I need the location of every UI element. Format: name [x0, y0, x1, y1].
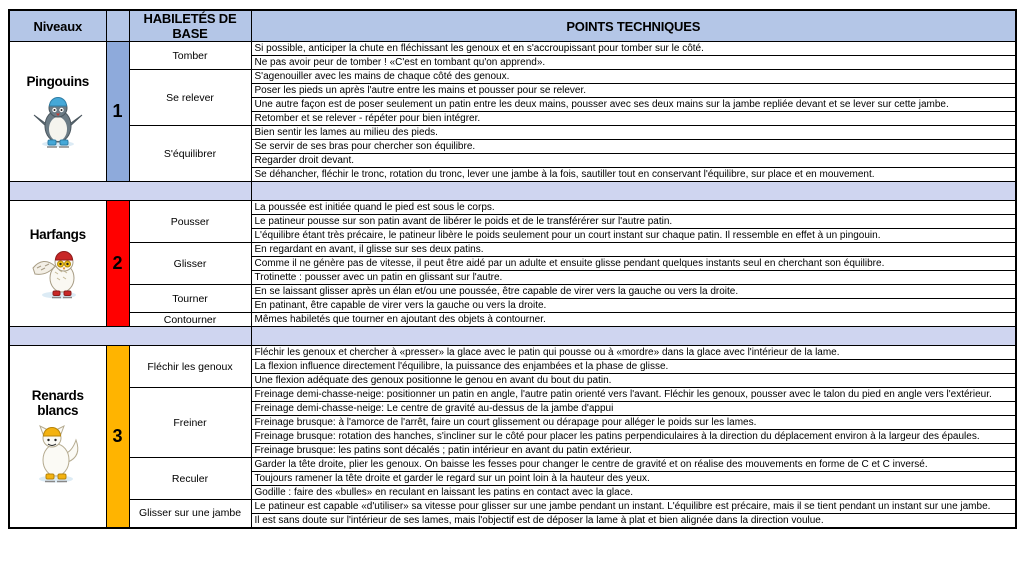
- points-row: [9, 70, 1016, 84]
- spacer-row: [9, 327, 1016, 346]
- technical-point: Freinage demi-chasse-neige: Le centre de gravité au-dessus de la jambe d'appui: [251, 402, 1016, 416]
- technical-point: Le patineur pousse sur son patin avant de libérer le poids et de le transférérer sur l'autre patin.: [251, 215, 1016, 229]
- points-row: [9, 201, 1016, 215]
- skill-label: Se relever: [129, 70, 251, 126]
- technical-point: En patinant, être capable de virer vers la gauche ou vers la droite.: [251, 299, 1016, 313]
- technical-point: Retomber et se relever - répéter pour bien intégrer.: [251, 112, 1016, 126]
- skill-label: Glisser sur une jambe: [129, 500, 251, 528]
- technical-point: Fléchir les genoux et chercher à «presser» la glace avec le patin qui pousse ou à «mordre» dans la glace avec l'intérieur de la lame.: [251, 346, 1016, 360]
- header-habiletes: HABILETÉS DE BASE: [129, 10, 251, 42]
- skill-label: Freiner: [129, 388, 251, 458]
- level-number-badge: 2: [106, 201, 129, 327]
- white-fox-mascot-image: [12, 422, 104, 484]
- level-name: Pingouins: [26, 74, 90, 89]
- level-number-badge: 3: [106, 346, 129, 528]
- skill-label: Pousser: [129, 201, 251, 243]
- penguin-mascot-image: [12, 93, 104, 149]
- skill-label: Glisser: [129, 243, 251, 285]
- skill-label: Contourner: [129, 313, 251, 327]
- technical-point: Poser les pieds un après l'autre entre les mains et pousser pour se relever.: [251, 84, 1016, 98]
- technical-point: Freinage brusque: à l'amorce de l'arrêt, faire un court glissement ou dérapage pour alléger le poids sur les lames.: [251, 416, 1016, 430]
- spacer-right-cell: [251, 327, 1016, 346]
- skills-table-body: [9, 42, 1016, 528]
- technical-point: Mêmes habiletés que tourner en ajoutant des objets à contourner.: [251, 313, 1016, 327]
- level-cell-harfangs: [9, 201, 106, 327]
- snowy-owl-mascot-image: [12, 246, 104, 300]
- level-number-badge: 1: [106, 42, 129, 182]
- technical-point: Trotinette : pousser avec un patin en glissant sur l'autre.: [251, 271, 1016, 285]
- technical-point: L'équilibre étant très précaire, le patineur libère le poids seulement pour un court instant sur chaque patin. Il ressemble en effet à un pingouin.: [251, 229, 1016, 243]
- technical-point: En regardant en avant, il glisse sur ses deux patins.: [251, 243, 1016, 257]
- points-row: [9, 388, 1016, 402]
- spacer-left-cell: [9, 182, 251, 201]
- points-row: [9, 313, 1016, 327]
- points-row: [9, 346, 1016, 360]
- technical-point: La flexion influence directement l'équilibre, la puissance des enjambées et la phase de glisse.: [251, 360, 1016, 374]
- technical-point: Freinage demi-chasse-neige: positionner un patin en angle, l'autre patin orienté vers l'avant. Fléchir les genoux, pousser avec le talon du pied en angle vers l'extérieur.: [251, 388, 1016, 402]
- technical-point: Regarder droit devant.: [251, 154, 1016, 168]
- points-row: [9, 243, 1016, 257]
- technical-point: S'agenouiller avec les mains de chaque côté des genoux.: [251, 70, 1016, 84]
- technical-point: Le patineur est capable «d'utiliser» sa vitesse pour glisser sur une jambe pendant un instant. L'équilibre est précaire, mais il se tient pendant un instant sur une jambe.: [251, 500, 1016, 514]
- technical-point: Toujours ramener la tête droite et garder le regard sur un point loin à la hauteur des yeux.: [251, 472, 1016, 486]
- technical-point: Se servir de ses bras pour chercher son équilibre.: [251, 140, 1016, 154]
- skill-label: S'équilibrer: [129, 126, 251, 182]
- header-level-number: [106, 10, 129, 42]
- skill-label: Fléchir les genoux: [129, 346, 251, 388]
- points-row: [9, 42, 1016, 56]
- technical-point: Freinage brusque: les patins sont décalés ; patin intérieur en avant du patin extérieur.: [251, 444, 1016, 458]
- skill-label: Tourner: [129, 285, 251, 313]
- level-name: Renards blancs: [31, 388, 84, 419]
- header-row: [9, 10, 1016, 42]
- technical-point: Garder la tête droite, plier les genoux. On baisse les fesses pour changer le centre de gravité et on réalise des mouvements en forme de C et C inversé.: [251, 458, 1016, 472]
- technical-point: Une flexion adéquate des genoux positionne le genou en avant du bout du patin.: [251, 374, 1016, 388]
- spacer-row: [9, 182, 1016, 201]
- technical-point: Freinage brusque: rotation des hanches, s'incliner sur le côté pour placer les patins perpendiculaires à la direction du déplacement environ à la largeur des épaules.: [251, 430, 1016, 444]
- points-row: [9, 500, 1016, 514]
- header-niveaux: Niveaux: [9, 10, 106, 42]
- skill-label: Reculer: [129, 458, 251, 500]
- level-cell-pingouins: [9, 42, 106, 182]
- skills-table: [8, 9, 1017, 529]
- technical-point: Bien sentir les lames au milieu des pieds.: [251, 126, 1016, 140]
- technical-point: Il est sans doute sur l'intérieur de ses lames, mais l'objectif est de déposer la lame à plat et bien alignée dans la direction voulue.: [251, 514, 1016, 528]
- level-name: Harfangs: [29, 227, 86, 242]
- technical-point: Godille : faire des «bulles» en reculant en laissant les patins en contact avec la glace.: [251, 486, 1016, 500]
- spacer-left-cell: [9, 327, 251, 346]
- technical-point: Comme il ne génère pas de vitesse, il peut être aidé par un adulte et ensuite glisse pendant quelques instants seul en cherchant son équilibre.: [251, 257, 1016, 271]
- technical-point: Si possible, anticiper la chute en fléchissant les genoux et en s'accroupissant pour tomber sur le côté.: [251, 42, 1016, 56]
- technical-point: En se laissant glisser après un élan et/ou une poussée, être capable de virer vers la gauche ou vers la droite.: [251, 285, 1016, 299]
- skill-label: Tomber: [129, 42, 251, 70]
- level-cell-renards-blancs: [9, 346, 106, 528]
- technical-point: La poussée est initiée quand le pied est sous le corps.: [251, 201, 1016, 215]
- technical-point: Se déhancher, fléchir le tronc, rotation du tronc, lever une jambe à la fois, sautiller tout en conservant l'équilibre, sur place et en mouvement.: [251, 168, 1016, 182]
- header-points: POINTS TECHNIQUES: [251, 10, 1016, 42]
- points-row: [9, 458, 1016, 472]
- technical-point: Ne pas avoir peur de tomber ! «C'est en tombant qu'on apprend».: [251, 56, 1016, 70]
- points-row: [9, 285, 1016, 299]
- technical-point: Une autre façon est de poser seulement un patin entre les deux mains, pousser avec ses deux mains sur la jambe repliée devant et se lever sur cette jambe.: [251, 98, 1016, 112]
- points-row: [9, 126, 1016, 140]
- spacer-right-cell: [251, 182, 1016, 201]
